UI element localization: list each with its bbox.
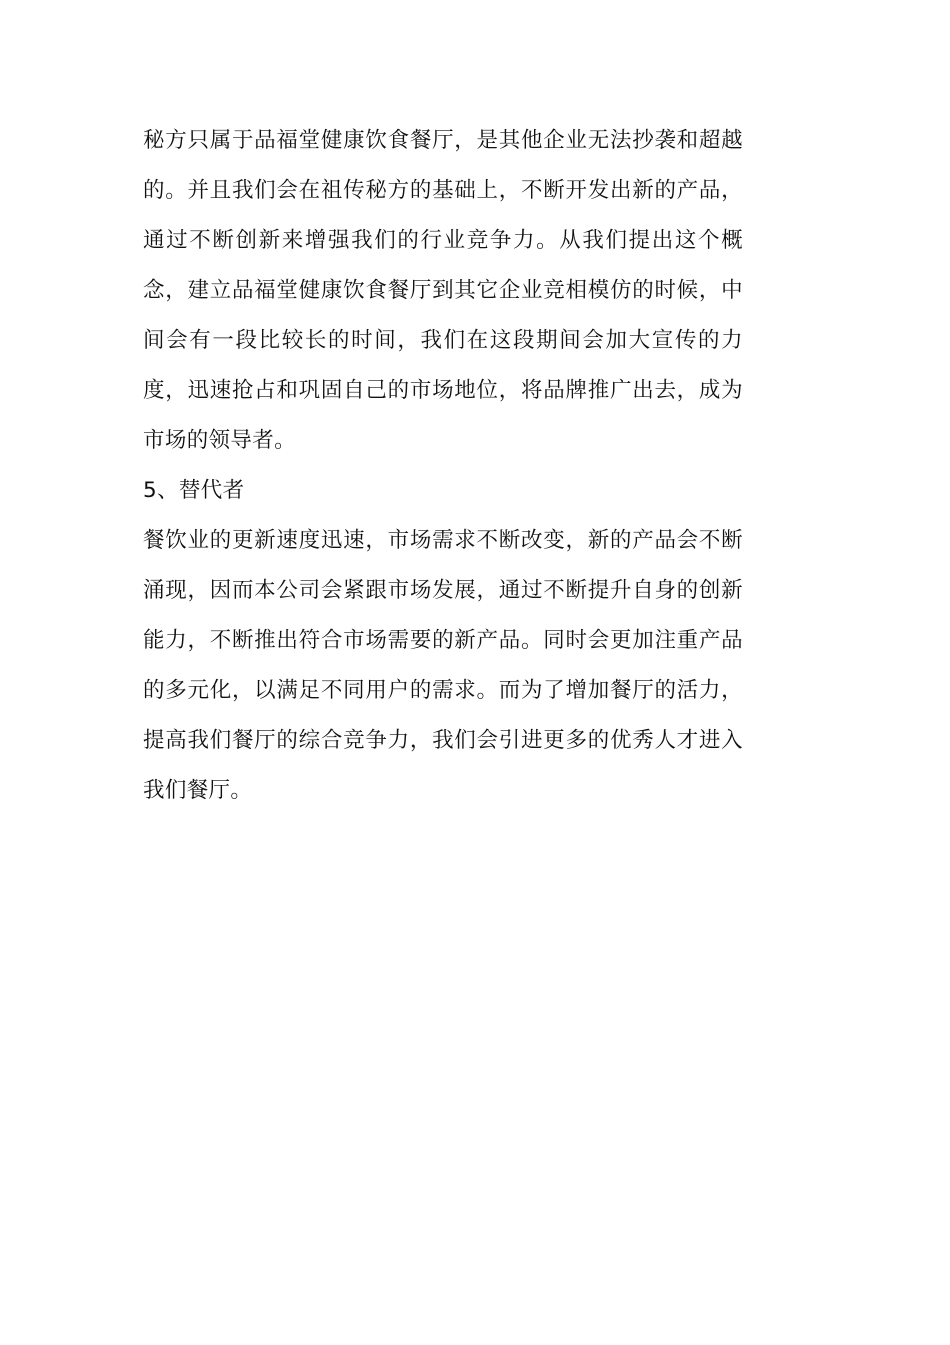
paragraph-secret-recipe: 秘方只属于品福堂健康饮食餐厅，是其他企业无法抄袭和超越的。并且我们会在祖传秘方的基础上，不断开发出新的产品，通过不断创新来增强我们的行业竞争力。从我们提出这个概念，建立品福堂健康饮食餐厅到其它企业竞相模仿的时候，中间会有一段比较长的时间，我们在这段期间会加大宣传的力度，迅速抢占和巩固自己的市场地位，将品牌推广出去，成为市场的领导者。 [143, 128, 743, 453]
document-body [143, 116, 743, 816]
section-heading-substitutes: 5、替代者 [143, 478, 245, 503]
paragraph-substitutes: 餐饮业的更新速度迅速，市场需求不断改变，新的产品会不断涌现，因而本公司会紧跟市场发展，通过不断提升自身的创新能力，不断推出符合市场需要的新产品。同时会更加注重产品的多元化，以满足不同用户的需求。而为了增加餐厅的活力，提高我们餐厅的综合竞争力，我们会引进更多的优秀人才进入我们餐厅。 [143, 528, 743, 803]
